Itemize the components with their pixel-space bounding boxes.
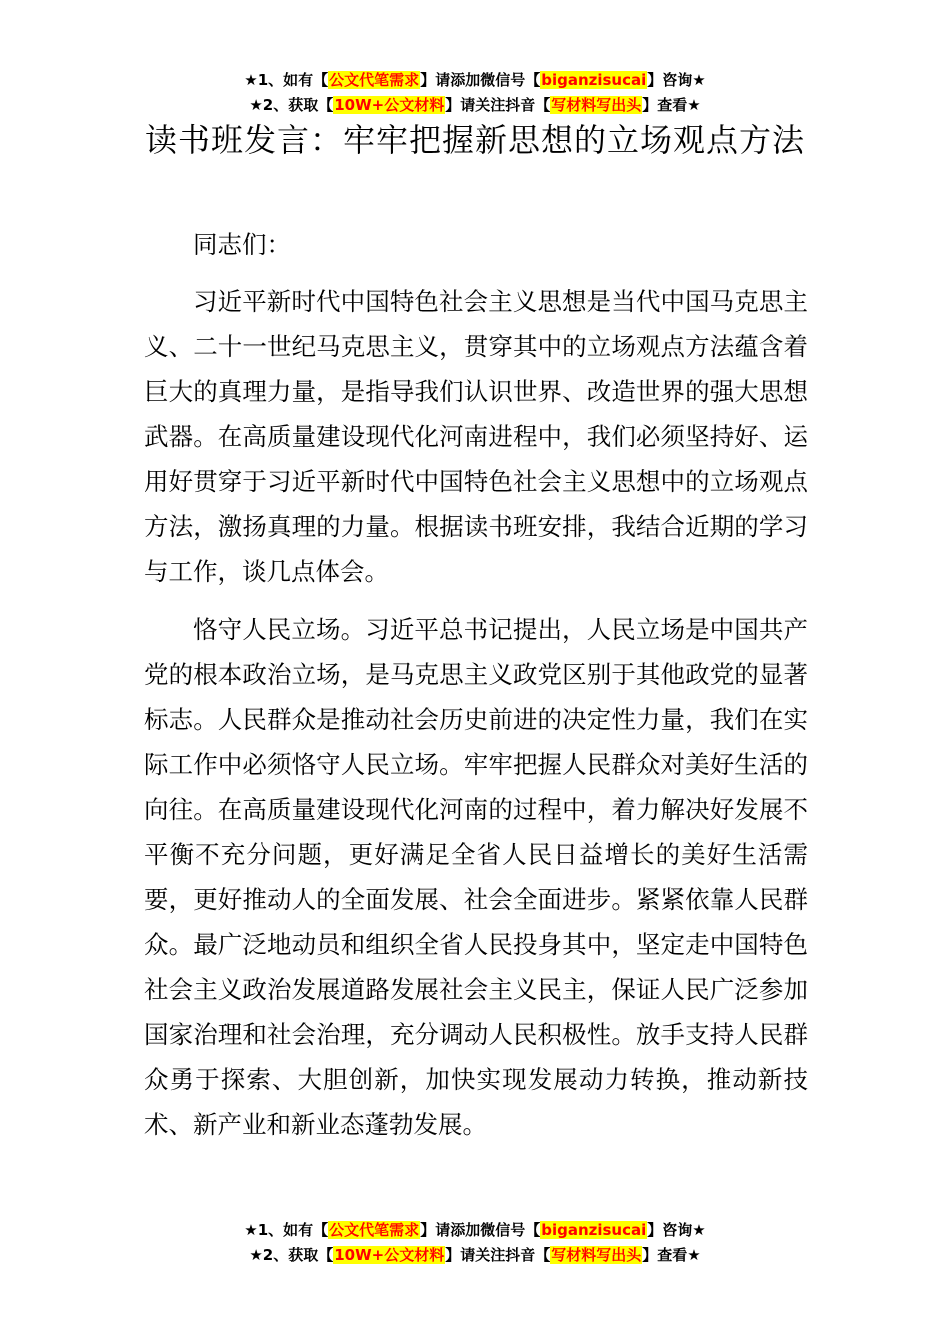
promo-banner-bottom — [0, 1218, 950, 1268]
promo-highlight: 公文代笔需求 — [329, 1221, 420, 1239]
promo-text: 】请关注抖音【 — [445, 96, 551, 114]
wechat-id-highlight: biganzisucai — [541, 1221, 647, 1239]
promo-text: 】咨询★ — [647, 1221, 706, 1239]
wechat-id-highlight: biganzisucai — [541, 71, 647, 89]
promo-text: ★2、获取【 — [249, 1246, 334, 1264]
salutation: 同志们： — [193, 230, 291, 259]
douyin-id-highlight: 写材料写出头 — [551, 1246, 642, 1264]
paragraph: 习近平新时代中国特色社会主义思想是当代中国马克思主义、二十一世纪马克思主义，贯穿其中的立场观点方法蕴含着巨大的真理力量，是指导我们认识世界、改造世界的强大思想武器。在高质量建设现代化河南进程中，我们必须坚持好、运用好贯穿于习近平新时代中国特色社会主义思想中的立场观点方法，激扬真理的力量。根据读书班安排，我结合近期的学习与工作，谈几点体会。 — [144, 287, 808, 586]
document-body — [144, 222, 808, 1160]
promo-text: 】查看★ — [642, 1246, 701, 1264]
promo-text: 】请添加微信号【 — [420, 1221, 541, 1239]
douyin-id-highlight: 写材料写出头 — [551, 96, 642, 114]
promo-highlight: 10W+公文材料 — [334, 96, 445, 114]
promo-text: ★2、获取【 — [249, 96, 334, 114]
promo-text: 】查看★ — [642, 96, 701, 114]
promo-highlight: 10W+公文材料 — [334, 1246, 445, 1264]
promo-text: 】请关注抖音【 — [445, 1246, 551, 1264]
document-title: 读书班发言：牢牢把握新思想的立场观点方法 — [144, 121, 805, 159]
promo-highlight: 公文代笔需求 — [329, 71, 420, 89]
promo-line-1 — [0, 1218, 950, 1243]
promo-text: 】咨询★ — [647, 71, 706, 89]
promo-text: ★1、如有【 — [244, 1221, 329, 1239]
promo-banner-top — [0, 68, 950, 118]
paragraph: 恪守人民立场。习近平总书记提出，人民立场是中国共产党的根本政治立场，是马克思主义政党区别于其他政党的显著标志。人民群众是推动社会历史前进的决定性力量，我们在实际工作中必须恪守人民立场。牢牢把握人民群众对美好生活的向往。在高质量建设现代化河南的过程中，着力解决好发展不平衡不充分问题，更好满足全省人民日益增长的美好生活需要，更好推动人的全面发展、社会全面进步。紧紧依靠人民群众。最广泛地动员和组织全省人民投身其中，坚定走中国特色社会主义政治发展道路发展社会主义民主，保证人民广泛参加国家治理和社会治理，充分调动人民积极性。放手支持人民群众勇于探索、大胆创新，加快实现发展动力转换，推动新技术、新产业和新业态蓬勃发展。 — [144, 615, 808, 1139]
promo-text: ★1、如有【 — [244, 71, 329, 89]
promo-line-2 — [0, 1243, 950, 1268]
promo-text: 】请添加微信号【 — [420, 71, 541, 89]
promo-line-2 — [0, 93, 950, 118]
promo-line-1 — [0, 68, 950, 93]
